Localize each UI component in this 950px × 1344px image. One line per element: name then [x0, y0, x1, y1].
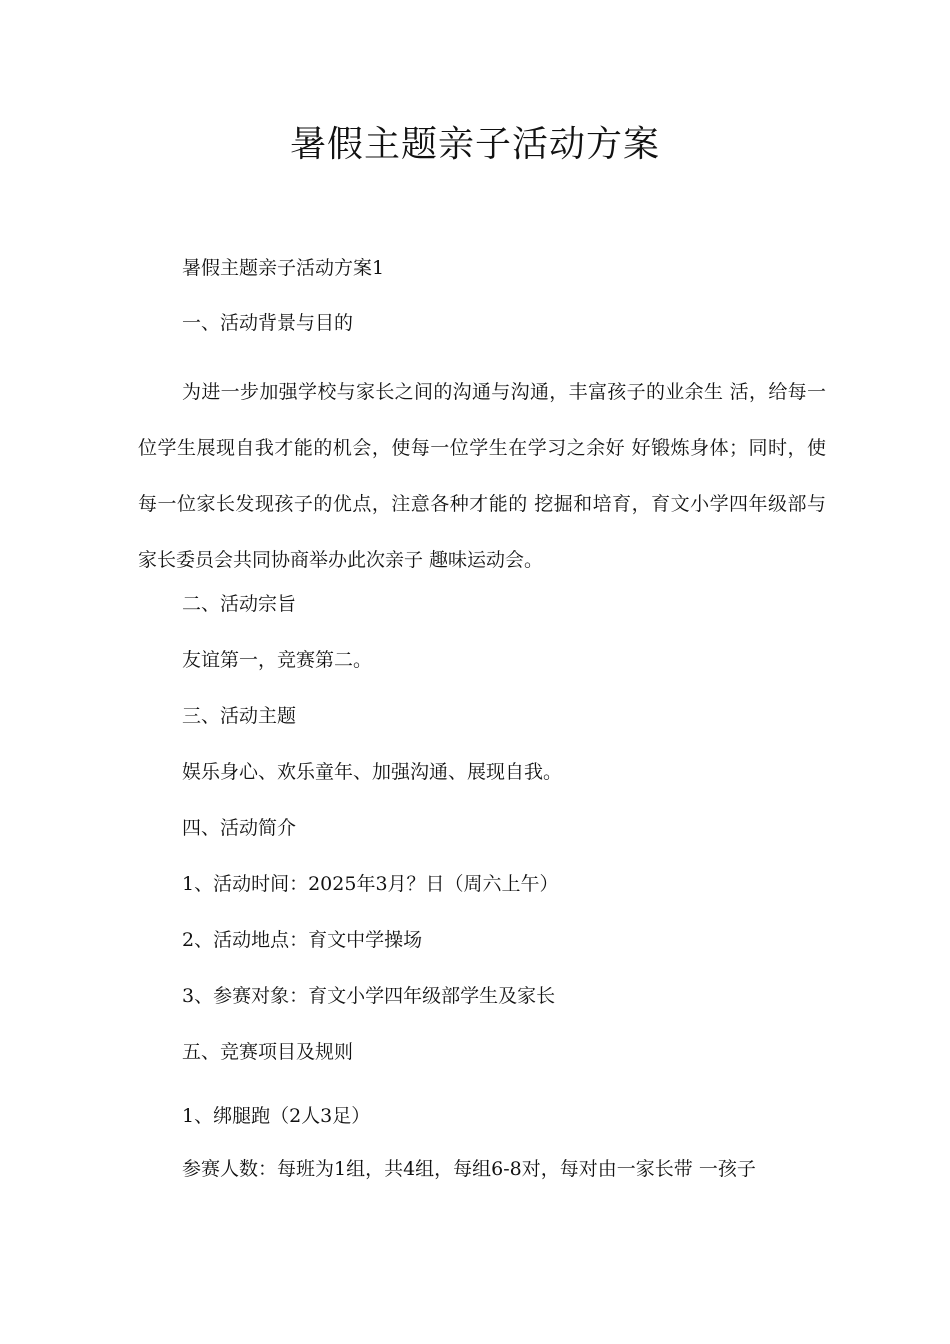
- section-5-heading: 五、竞赛项目及规则: [182, 1041, 354, 1063]
- section-3-heading: 三、活动主题: [182, 705, 297, 727]
- section-5-item-1-body: 参赛人数：每班为1组，共4组，每组6-8对，每对由一家长带 一孩子: [182, 1158, 756, 1180]
- section-4-item-2: 2、活动地点：育文中学操场: [182, 929, 423, 951]
- section-4-heading: 四、活动简介: [182, 817, 297, 839]
- section-2-body: 友谊第一，竞赛第二。: [182, 649, 373, 671]
- document-title: 暑假主题亲子活动方案: [289, 124, 660, 165]
- section-4-item-3: 3、参赛对象：育文小学四年级部学生及家长: [182, 985, 556, 1007]
- section-4-item-1: 1、活动时间：2025年3月？日（周六上午）: [182, 873, 559, 895]
- document-subtitle: 暑假主题亲子活动方案1: [182, 257, 385, 279]
- section-1-body: 为进一步加强学校与家长之间的沟通与沟通，丰富孩子的业余生 活，给每一位学生展现自我才能的机会，使每一位学生在学习之余好 好锻炼身体；同时，使每一位家长发现孩子的优点，注意各种才能的 挖掘和培育，育文小学四年级部与家长委员会共同协商举办此次亲子 趣味运动会。: [138, 381, 826, 571]
- section-5-item-1: 1、绑腿跑（2人3足）: [182, 1105, 371, 1127]
- section-1-heading: 一、活动背景与目的: [182, 312, 354, 334]
- section-2-heading: 二、活动宗旨: [182, 593, 297, 615]
- section-3-body: 娱乐身心、欢乐童年、加强沟通、展现自我。: [182, 761, 563, 783]
